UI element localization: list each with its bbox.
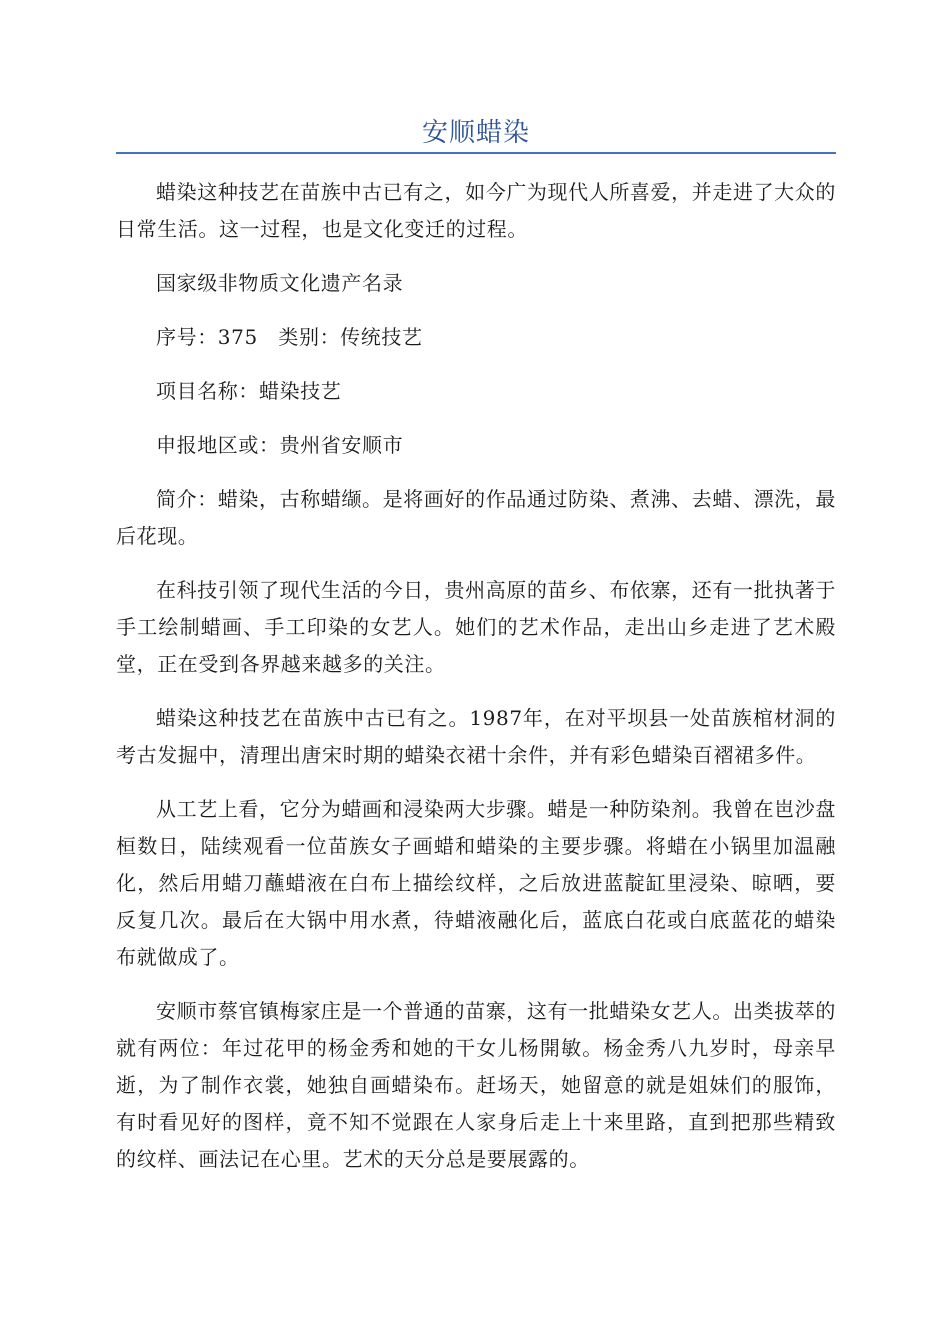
- paragraph: 申报地区或：贵州省安顺市: [156, 433, 404, 457]
- paragraph: 简介：蜡染，古称蜡缬。是将画好的作品通过防染、煮沸、去蜡、漂洗，最后花现。: [116, 487, 836, 548]
- title-underline: [116, 152, 836, 154]
- paragraph: 项目名称：蜡染技艺: [156, 379, 342, 403]
- document-title: 安顺蜡染: [421, 118, 530, 148]
- document-body: [116, 174, 836, 1178]
- paragraph: 蜡染这种技艺在苗族中古已有之，如今广为现代人所喜爱，并走进了大众的日常生活。这一过程，也是文化变迁的过程。: [116, 180, 836, 241]
- paragraph: 国家级非物质文化遗产名录: [156, 271, 404, 295]
- paragraph: 从工艺上看，它分为蜡画和浸染两大步骤。蜡是一种防染剂。我曾在岜沙盘桓数日，陆续观看一位苗族女子画蜡和蜡染的主要步骤。将蜡在小锅里加温融化，然后用蜡刀蘸蜡液在白布上描绘纹样，之后放进蓝靛缸里浸染、晾晒，要反复几次。最后在大锅中用水煮，待蜡液融化后，蓝底白花或白底蓝花的蜡染布就做成了。: [116, 797, 836, 969]
- paragraph: 蜡染这种技艺在苗族中古已有之。1987年，在对平坝县一处苗族棺材洞的考古发掘中，清理出唐宋时期的蜡染衣裙十余件，并有彩色蜡染百褶裙多件。: [116, 706, 836, 767]
- paragraph: 安顺市蔡官镇梅家庄是一个普通的苗寨，这有一批蜡染女艺人。出类拔萃的就有两位：年过花甲的杨金秀和她的干女儿杨開敏。杨金秀八九岁时，母亲早逝，为了制作衣裳，她独自画蜡染布。赶场天，她留意的就是姐妹们的服饰，有时看见好的图样，竟不知不觉跟在人家身后走上十来里路，直到把那些精致的纹样、画法记在心里。艺术的天分总是要展露的。: [116, 999, 836, 1171]
- document-page: [116, 0, 836, 1195]
- paragraph: 序号：375 类别：传统技艺: [156, 325, 423, 349]
- paragraph: 在科技引领了现代生活的今日，贵州高原的苗乡、布依寨，还有一批执著于手工绘制蜡画、手工印染的女艺人。她们的艺术作品，走出山乡走进了艺术殿堂，正在受到各界越来越多的关注。: [116, 578, 836, 676]
